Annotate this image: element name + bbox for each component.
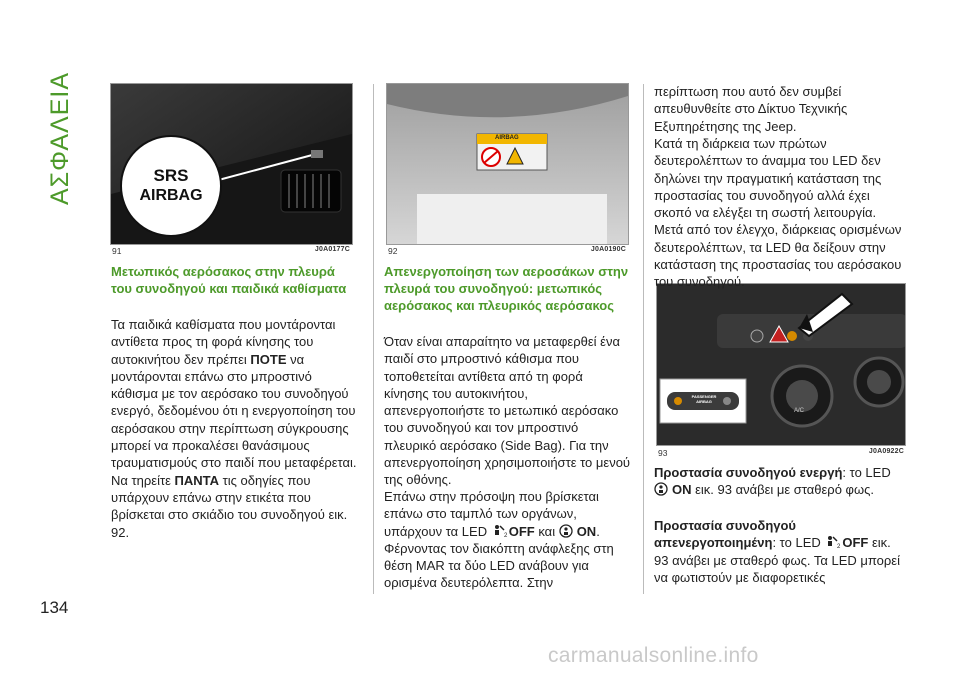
col3-paragraph-4: Προστασία συνοδηγού απενεργοποιημένη: το LED 2 OFF εικ. 93 ανάβει με σταθερό φως. Τα LED μπορεί να φωτιστούν με διαφορετικές [654, 518, 900, 585]
section-title: ΑΣΦΑΛΕΙΑ [46, 71, 75, 205]
passenger-airbag-icon [491, 524, 509, 538]
col3-paragraph-3: Προστασία συνοδηγού ενεργή: το LED ON εικ. 93 ανάβει με σταθερό φως. [654, 465, 891, 498]
watermark: carmanualsonline.info [548, 644, 759, 667]
col3-paragraph-1: περίπτωση που αυτό δεν συμβεί απευθυνθείτε στο Δίκτυο Τεχνικής Εξυπηρέτησης της Jeep. [654, 84, 848, 134]
col1-paragraph: Τα παιδικά καθίσματα που μοντάρονται αντίθετα προς τη φορά κίνησης του αυτοκινήτου δεν πρέπει ΠΟΤΕ να μοντάρονται επάνω στο μπροστινό κάθισμα με τον αερόσακο του συνοδηγού ενεργό, δεδομένου ότι η ενεργοποίηση του αερόσακου στην περίπτωση σύγκρουσης μπορεί να προκαλέσει θανάσιμους τραυματισμούς στο παιδί που μεταφέρεται. Να τηρείτε ΠΑΝΤΑ τις οδηγίες που υπάρχουν επάνω στην ετικέτα που βρίσκεται στο σκιάδιο του συνοδηγού εικ. 92. [111, 317, 357, 540]
figure-91-srs-airbag [110, 83, 353, 245]
column-divider [643, 84, 644, 594]
svg-text:2: 2 [503, 532, 508, 538]
figure-93-passenger-airbag-led [656, 283, 906, 446]
column-divider [373, 84, 374, 594]
srs-airbag-badge: SRS AIRBAG [139, 166, 203, 204]
col1-heading: Μετωπικός αερόσακος στην πλευρά του συνοδηγού και παιδικά καθίσματα [111, 264, 347, 296]
inset-passenger-airbag-label: PASSENGER AIRBAG [691, 394, 717, 404]
passenger-airbag-icon [559, 524, 577, 538]
page-number: 134 [40, 598, 69, 617]
figure-92-sun-visor [386, 83, 629, 245]
passenger-airbag-icon [824, 535, 842, 549]
figure-93-image [657, 284, 905, 445]
figure-91-caption: 91 J0A0177C [112, 246, 350, 256]
col2-paragraph-1: Όταν είναι απαραίτητο να μεταφερθεί ένα παιδί στο μπροστινό κάθισμα που τοποθετείται αντίθετα από τη φορά κίνησης του αυτοκινήτου, απενεργοποιήστε το μετωπικό αερόσακο του συνοδηγού και τον μπροστινό πλευρικό αερόσακο (Side Bag). Για την απενεργοποίηση χρησιμοποιήστε το μενού της οθόνης. [384, 334, 631, 488]
figure-92-caption: 92 J0A0190C [388, 246, 626, 256]
col2-heading: Απενεργοποίηση των αεροσάκων στην πλευρά του συνοδηγού: μετωπικός αερόσακος και πλευρικός αερόσακος [384, 264, 629, 313]
ac-label: A/C [794, 408, 805, 414]
figure-93-caption: 93 J0A0922C [658, 448, 904, 458]
col2-paragraph-2: Επάνω στην πρόσοψη που βρίσκεται επάνω στο ταμπλό των οργάνων, υπάρχουν τα LED 2 OFF και ON. Φέρνοντας τον διακόπτη ανάφλεξης στη θέση MAR τα δύο LED ανάβουν για ορισμένα δευτερόλεπτα. Στην [384, 489, 614, 591]
visor-label-text: AIRBAG [495, 135, 519, 141]
figure-92-image [387, 84, 628, 244]
col3-paragraph-2: Κατά τη διάρκεια των πρώτων δευτερολέπτων το άναμμα του LED δεν δηλώνει την πραγματική κατάσταση της προστασίας του συνοδηγού αλλά έχει σκοπό να ελέγξει τη σωστή λειτουργία. Μετά από τον έλεγχο, διάρκειας ορισμένων δευτερολέπτων, τα LED θα δείξουν στην κατάσταση της προστασίας του αερόσακου του συνοδηγού. [654, 136, 902, 290]
svg-text:2: 2 [837, 544, 841, 550]
passenger-airbag-icon [654, 482, 672, 496]
